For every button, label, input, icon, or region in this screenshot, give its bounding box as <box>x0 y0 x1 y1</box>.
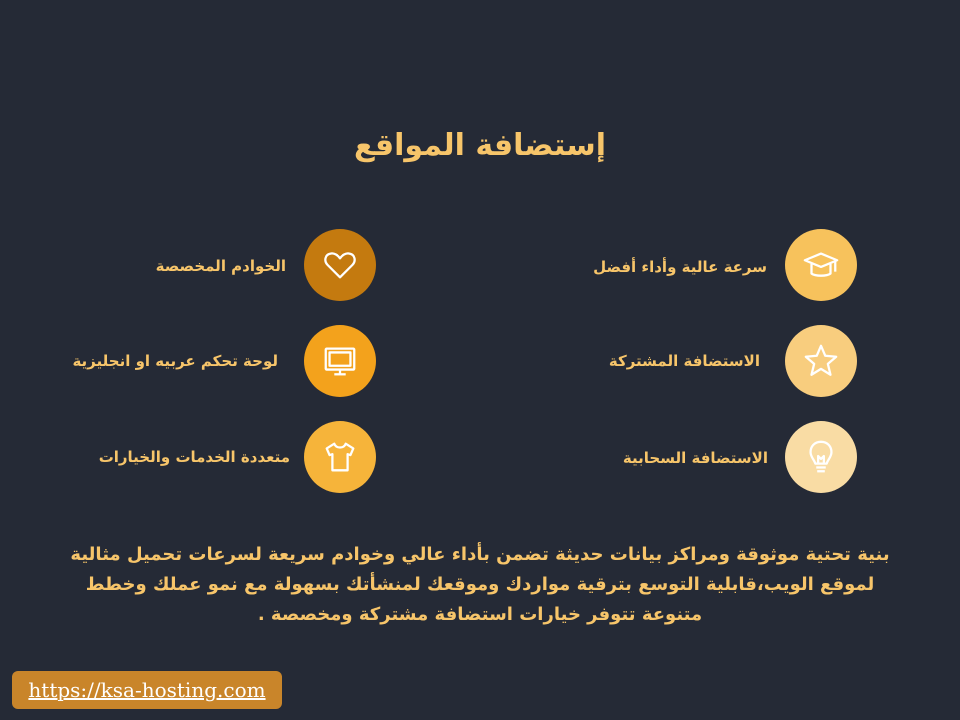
feature-circle-dedicated-servers <box>304 229 376 301</box>
star-icon <box>802 342 840 380</box>
slide-title: إستضافة المواقع <box>353 128 607 163</box>
feature-label-dedicated-servers: الخوادم المخصصة <box>155 257 286 275</box>
feature-circle-control-panel <box>304 325 376 397</box>
feature-circle-high-speed <box>785 229 857 301</box>
description-paragraph: بنية تحتية موثوقة ومراكز بيانات حديثة تضمن بأداء عالي وخوادم سريعة لسرعات تحميل مثالية لموقع الويب،قابلية التوسع بترقية مواردك وموقعك لمنشأتك بسهولة مع نمو عملك وخطط متنوعة تتوفر خيارات استضافة مشتركة ومخصصة . <box>70 544 890 625</box>
feature-circle-cloud-hosting <box>785 421 857 493</box>
lightbulb-icon <box>802 438 840 476</box>
feature-label-control-panel: لوحة تحكم عربيه او انجليزية <box>72 352 278 370</box>
feature-label-shared-hosting: الاستضافة المشتركة <box>608 352 760 370</box>
feature-label-cloud-hosting: الاستضافة السحابية <box>622 449 768 467</box>
graduation-cap-icon <box>802 246 840 284</box>
feature-label-high-speed: سرعة عالية وأداء أفضل <box>593 258 767 276</box>
monitor-icon <box>321 342 359 380</box>
feature-circle-multi-services <box>304 421 376 493</box>
feature-label-multi-services: متعددة الخدمات والخيارات <box>98 448 290 466</box>
heart-icon <box>321 246 359 284</box>
feature-circle-shared-hosting <box>785 325 857 397</box>
website-link[interactable]: https://ksa-hosting.com <box>12 671 282 709</box>
tshirt-icon <box>321 438 359 476</box>
